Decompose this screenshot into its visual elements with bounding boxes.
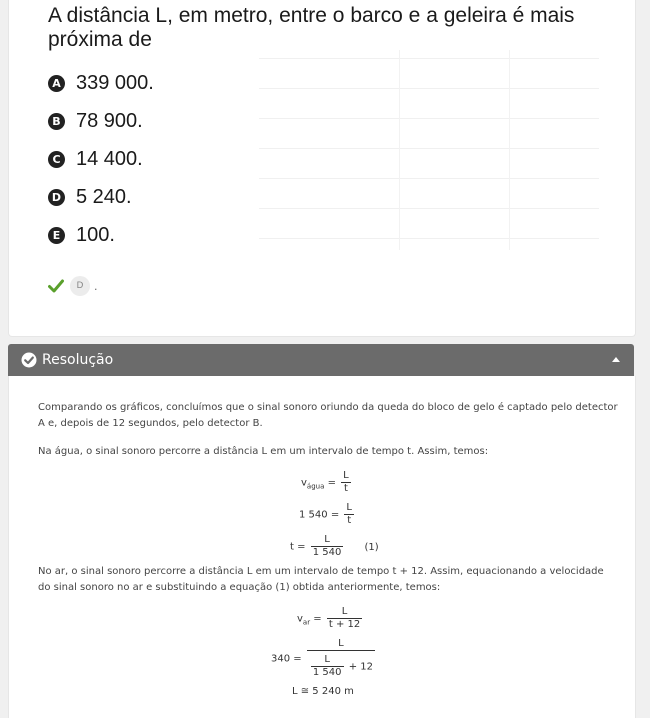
background-table-bleed (259, 30, 619, 270)
caret-up-icon[interactable] (612, 357, 620, 362)
equation-v-ar: $v_{ar}$ = $\frac{L}{t + 12}$ (297, 606, 361, 630)
question-text: A distância L, em metro, entre o barco e a geleira é mais próxima de (48, 4, 575, 51)
equation-v-agua: $v_{água}$ = $\frac{L}{t}$ (301, 470, 349, 494)
option-letter-bullet: E (48, 227, 65, 244)
option-e[interactable] (48, 216, 154, 254)
answer-suffix: . (94, 279, 98, 293)
resolution-body (8, 376, 636, 718)
option-text: 14 400. (76, 147, 143, 170)
equation-result: L ≅ 5 240 m (292, 686, 354, 697)
equation-t: t = $\frac{L}{1 540}$ (1) (290, 534, 379, 558)
answer-options (48, 64, 154, 254)
resolution-title: Resolução (42, 352, 114, 368)
option-text: 339 000. (76, 71, 154, 94)
option-text: 100. (76, 223, 115, 246)
option-letter-bullet: A (48, 75, 65, 92)
option-d[interactable] (48, 178, 154, 216)
correct-answer-indicator (48, 276, 98, 296)
option-b[interactable] (48, 102, 154, 140)
resolution-paragraph-3: No ar, o sinal sonoro percorre a distância L em um intervalo de tempo t + 12. Assim, equacionando a velocidade do sinal sonoro no ar e substituindo a equação (1) obtida anteriormente, temos: (38, 566, 604, 593)
option-c[interactable] (48, 140, 154, 178)
option-text: 78 900. (76, 109, 143, 132)
equation-1540: 1 540 = $\frac{L}{t}$ (299, 502, 352, 526)
option-letter-bullet: B (48, 113, 65, 130)
option-letter-bullet: C (48, 151, 65, 168)
resolution-paragraph-2: Na água, o sinal sonoro percorre a distância L em um intervalo de tempo t. Assim, temos: (38, 446, 489, 457)
option-text: 5 240. (76, 185, 132, 208)
resolution-header[interactable] (8, 344, 634, 376)
check-icon (48, 279, 64, 293)
option-letter-bullet: D (48, 189, 65, 206)
option-a[interactable] (48, 64, 154, 102)
answer-letter-badge: D (70, 276, 90, 296)
equation-340: 340 = L $\frac{L}{1 540}$ + 12 (271, 638, 373, 678)
question-card (8, 0, 636, 337)
resolution-paragraph-1: Comparando os gráficos, concluímos que o sinal sonoro oriundo da queda do bloco de gelo é captado pelo detector A e, depois de 12 segundos, pelo detector B. (38, 402, 618, 429)
check-circle-icon (21, 352, 37, 368)
